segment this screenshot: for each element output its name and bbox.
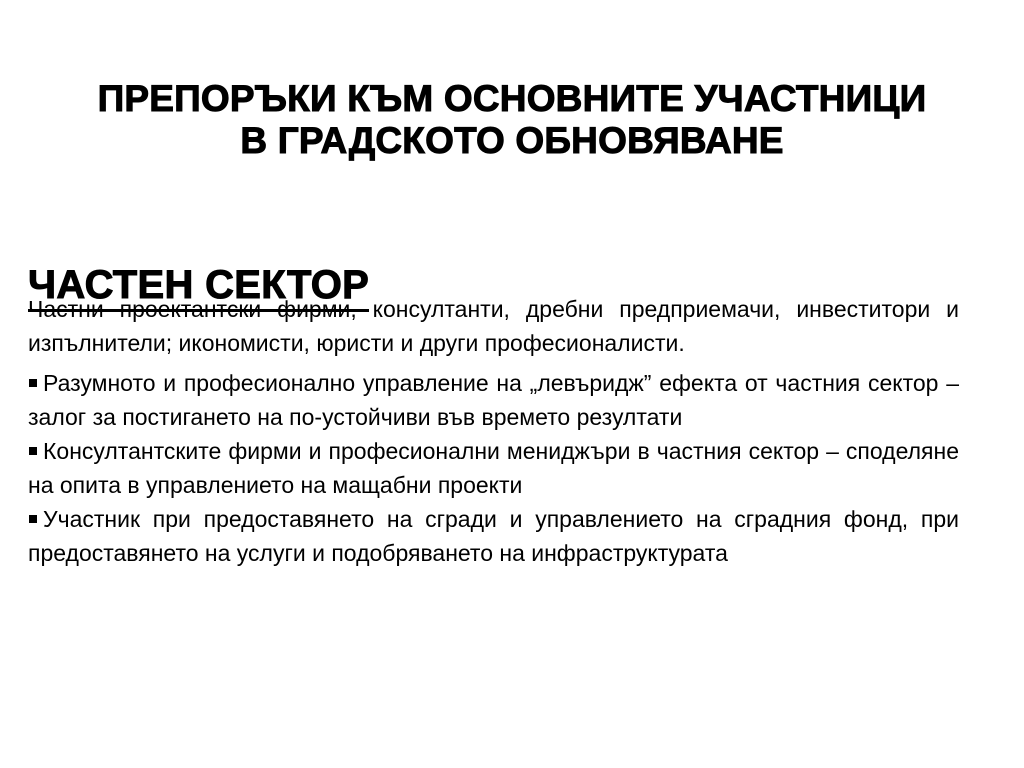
slide-title-line-1: ПРЕПОРЪКИ КЪМ ОСНОВНИТЕ УЧАСТНИЦИ — [97, 77, 927, 119]
bullet-item — [28, 434, 959, 502]
square-bullet-icon — [29, 447, 37, 455]
slide-title — [0, 78, 1024, 162]
section-heading: ЧАСТЕН СЕКТОР — [28, 262, 369, 312]
bullet-item — [28, 502, 959, 570]
slide-title-line-2: В ГРАДСКОТО ОБНОВЯВАНЕ — [240, 119, 784, 161]
slide-body — [28, 292, 959, 570]
bullet-item — [28, 366, 959, 434]
bullet-text: Консултантските фирми и професионални мениджъри в частния сектор – споделяне на опита в управлението на мащабни проекти — [28, 438, 959, 498]
square-bullet-icon — [29, 379, 37, 387]
bullet-text: Участник при предоставянето на сгради и управлението на сградния фонд, при предоставянето на услуги и подобряването на инфраструктурата — [28, 506, 959, 566]
square-bullet-icon — [29, 515, 37, 523]
intro-paragraph: Частни проектантски фирми, консултанти, дребни предприемачи, инвеститори и изпълнители; икономисти, юристи и други професионалисти. — [28, 296, 959, 356]
bullet-list — [28, 366, 959, 570]
bullet-text: Разумното и професионално управление на „левъридж” ефекта от частния сектор – залог за постигането на по-устойчиви във времето резултати — [28, 370, 959, 430]
